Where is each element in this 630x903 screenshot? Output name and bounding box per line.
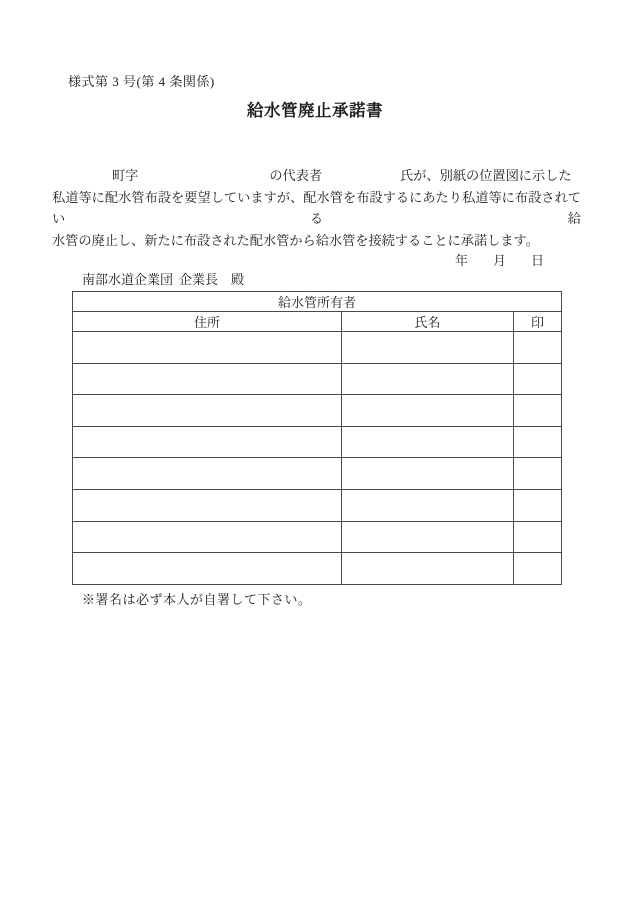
address-cell (73, 395, 342, 427)
addressee-organization: 南部水道企業団 (82, 272, 174, 287)
seal-cell (514, 489, 562, 521)
address-cell (73, 553, 342, 585)
date-line (455, 250, 544, 269)
owner-table-row (73, 363, 562, 395)
month-label: 月 (493, 253, 507, 268)
owner-table-row (73, 426, 562, 458)
seal-cell (514, 521, 562, 553)
body-line-1 (52, 165, 581, 187)
owner-table-row (73, 332, 562, 364)
body-line-3: 水管の廃止し、新たに布設された配水管から給水管を接続することに承諾します。 (52, 232, 539, 248)
address-cell (73, 489, 342, 521)
representative-label: の代表者 (269, 168, 323, 183)
owners-table-title: 給水管所有者 (73, 292, 562, 312)
seal-cell (514, 363, 562, 395)
seal-cell (514, 332, 562, 364)
name-cell (342, 332, 514, 364)
address-cell (73, 458, 342, 490)
owners-table-header-row (73, 312, 562, 332)
address-cell (73, 332, 342, 364)
owner-table-row (73, 553, 562, 585)
name-cell (342, 395, 514, 427)
seal-cell (514, 426, 562, 458)
day-label: 日 (531, 253, 545, 268)
address-cell (73, 426, 342, 458)
name-cell (342, 363, 514, 395)
name-cell (342, 426, 514, 458)
column-header-name: 氏名 (342, 312, 514, 332)
signature-footnote: ※署名は必ず本人が自署して下さい。 (82, 592, 312, 607)
column-header-seal: 印 (514, 312, 562, 332)
body-line-1-text: 氏が、別紙の位置図に示した (400, 168, 572, 183)
owner-table-row (73, 521, 562, 553)
address-cell (73, 521, 342, 553)
seal-cell (514, 395, 562, 427)
name-cell (342, 553, 514, 585)
seal-cell (514, 553, 562, 585)
body-line-2: 私道等に配水管布設を要望していますが、配水管を布設するにあたり私道等に布設されている給 (52, 189, 581, 227)
addressee-position: 企業長 (179, 272, 219, 287)
owner-table-row (73, 458, 562, 490)
owners-table (72, 291, 562, 585)
owner-table-row (73, 395, 562, 427)
document-title: 給水管廃止承諾書 (247, 101, 383, 120)
addressee-honorific: 殿 (231, 272, 245, 287)
owners-table-title-row (73, 292, 562, 312)
seal-cell (514, 458, 562, 490)
name-cell (342, 521, 514, 553)
body-paragraph (52, 165, 581, 251)
year-label: 年 (455, 253, 469, 268)
owner-table-row (73, 489, 562, 521)
name-cell (342, 489, 514, 521)
name-cell (342, 458, 514, 490)
address-cell (73, 363, 342, 395)
form-number: 様式第 3 号(第 4 条関係) (68, 74, 215, 89)
machiaza-label: 町字 (112, 168, 139, 183)
addressee-line (82, 269, 244, 288)
column-header-address: 住所 (73, 312, 342, 332)
